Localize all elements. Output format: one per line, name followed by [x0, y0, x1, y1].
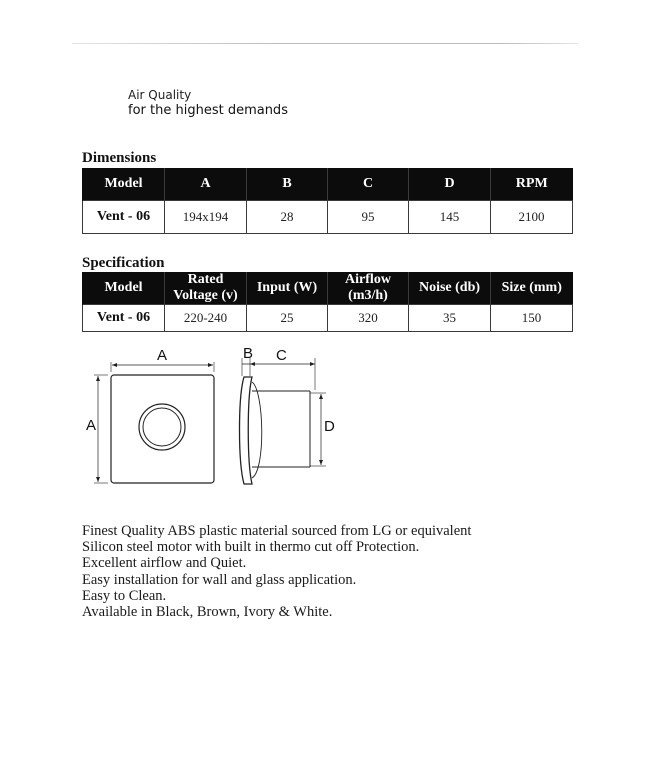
column-header: B	[247, 168, 328, 201]
table-row	[83, 201, 573, 234]
column-header: C	[328, 168, 409, 201]
table-cell: Vent - 06	[83, 305, 165, 332]
table-cell: 150	[491, 305, 573, 332]
table-header-row	[83, 272, 573, 305]
column-header: Rated Voltage (v)	[165, 272, 247, 305]
column-header: Model	[83, 168, 165, 201]
specification-title: Specification	[82, 255, 165, 271]
table-cell: 220-240	[165, 305, 247, 332]
list-item: Easy to Clean.	[82, 587, 167, 604]
side-view-drawing	[240, 358, 327, 484]
specification-table	[82, 272, 573, 332]
list-item: Available in Black, Brown, Ivory & White.	[82, 604, 333, 621]
column-header: RPM	[491, 168, 573, 201]
list-item: Easy installation for wall and glass application.	[82, 571, 357, 588]
dimensions-table	[82, 168, 573, 234]
tagline-line-2: for the highest demands	[128, 103, 288, 118]
column-header: Input (W)	[247, 272, 328, 305]
side-d-label: D	[324, 418, 335, 435]
table-cell: 35	[409, 305, 491, 332]
top-divider	[72, 43, 578, 44]
column-header: Airflow (m3/h)	[328, 272, 409, 305]
front-view-drawing	[94, 362, 214, 483]
table-header-row	[83, 168, 573, 201]
table-cell: Vent - 06	[83, 201, 165, 234]
column-header: Size (mm)	[491, 272, 573, 305]
table-cell: 95	[328, 201, 409, 234]
side-c-label: C	[276, 347, 287, 364]
side-b-label: B	[243, 345, 254, 362]
list-item: Excellent airflow and Quiet.	[82, 555, 247, 572]
dimension-drawing	[78, 342, 368, 492]
front-width-label: A	[157, 347, 168, 364]
list-item: Finest Quality ABS plastic material sourced from LG or equivalent	[82, 523, 472, 539]
dimensions-title: Dimensions	[82, 150, 157, 166]
column-header: Model	[83, 272, 165, 305]
table-cell: 320	[328, 305, 409, 332]
table-row	[83, 305, 573, 332]
table-cell: 145	[409, 201, 491, 234]
table-cell: 25	[247, 305, 328, 332]
column-header: Noise (db)	[409, 272, 491, 305]
feature-list	[82, 523, 471, 620]
front-height-label: A	[86, 417, 97, 434]
table-cell: 28	[247, 201, 328, 234]
column-header: D	[409, 168, 491, 201]
table-cell: 194x194	[165, 201, 247, 234]
column-header: A	[165, 168, 247, 201]
list-item: Silicon steel motor with built in thermo cut off Protection.	[82, 539, 420, 556]
table-cell: 2100	[491, 201, 573, 234]
tagline-line-1: Air Quality	[128, 88, 192, 102]
